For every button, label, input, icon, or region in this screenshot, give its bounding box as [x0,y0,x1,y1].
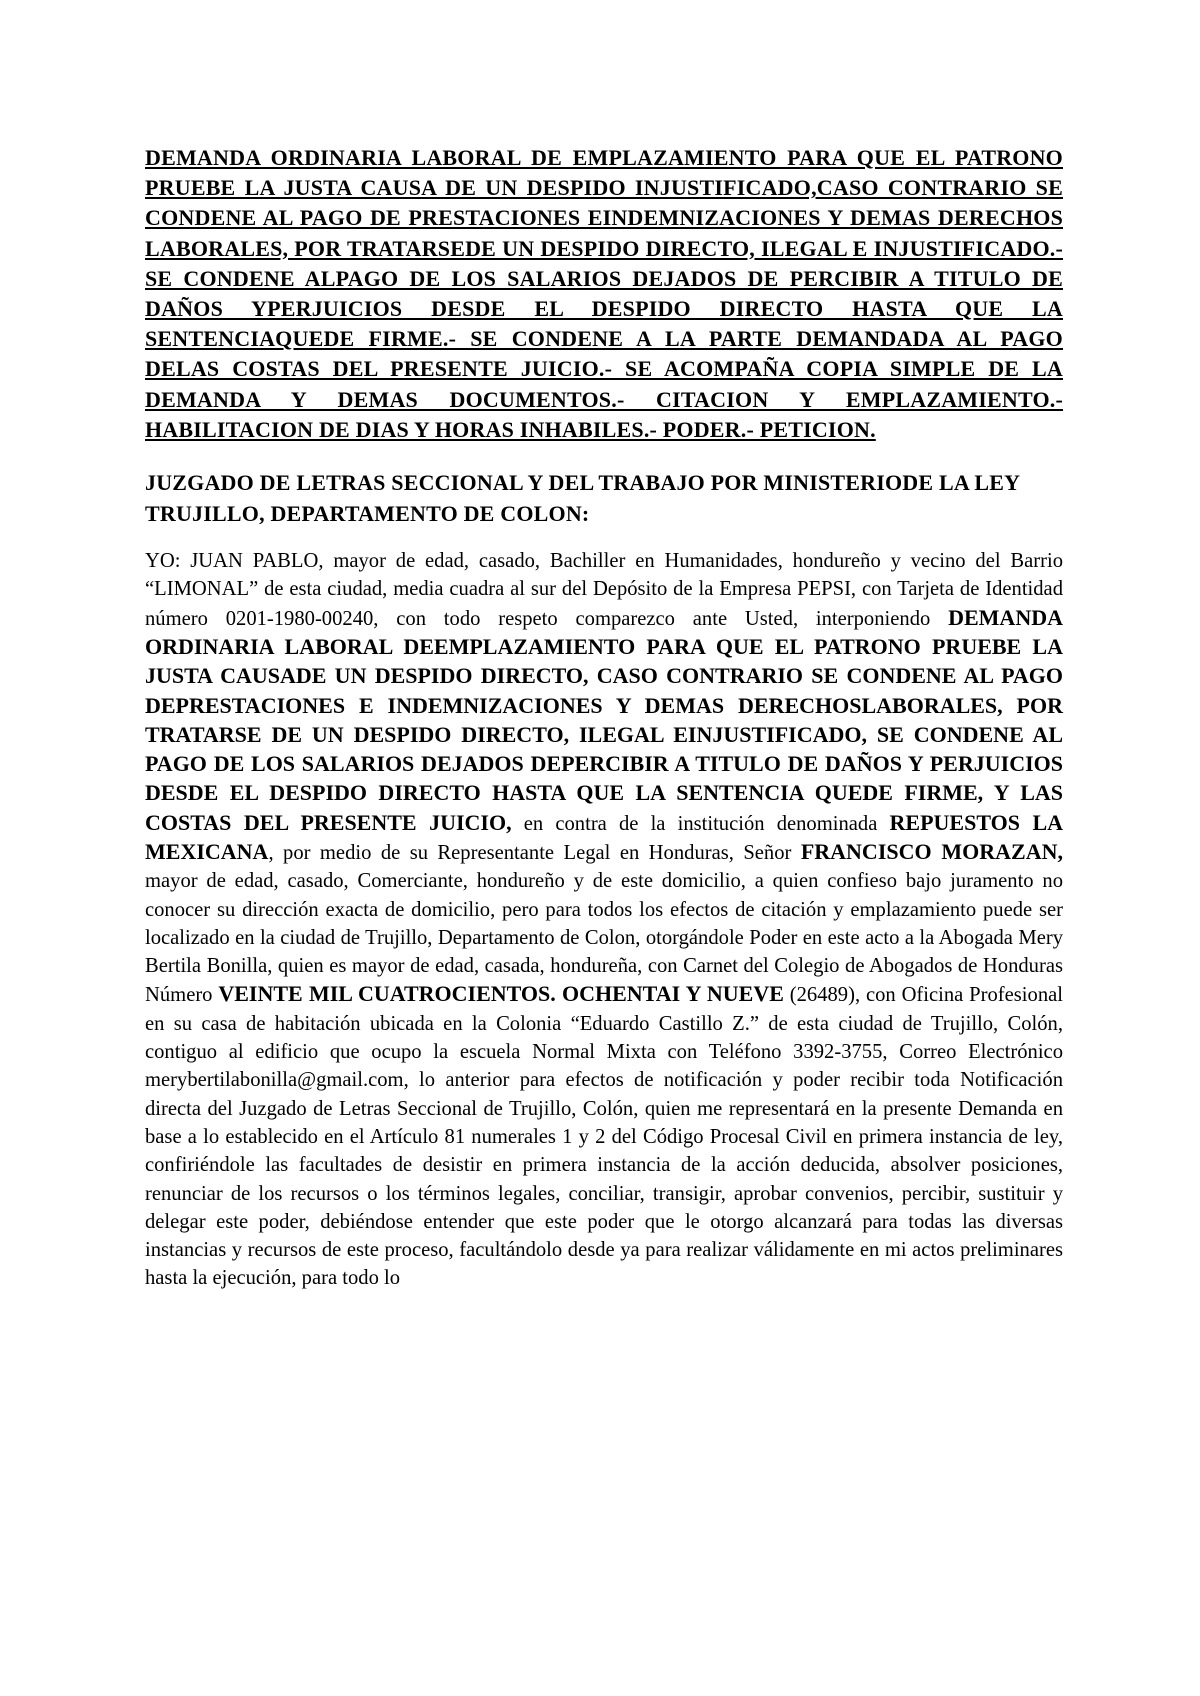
document-title: DEMANDA ORDINARIA LABORAL DE EMPLAZAMIENTO PARA QUE EL PATRONO PRUEBE LA JUSTA CAUSA DE UN DESPIDO INJUSTIFICADO,CASO CONTRARIO SE CONDENE AL PAGO DE PRESTACIONES EINDEMNIZACIONES Y DEMAS DERECHOS LABORALES, POR TRATARSEDE UN DESPIDO DIRECTO, ILEGAL E INJUSTIFICADO.- SE CONDENE ALPAGO DE LOS SALARIOS DEJADOS DE PERCIBIR A TITULO DE DAÑOS YPERJUICIOS DESDE EL DESPIDO DIRECTO HASTA QUE LA SENTENCIAQUEDE FIRME.- SE CONDENE A LA PARTE DEMANDADA AL PAGO DELAS COSTAS DEL PRESENTE JUICIO.- SE ACOMPAÑA COPIA SIMPLE DE LA DEMANDA Y DEMAS DOCUMENTOS.- CITACION Y EMPLAZAMIENTO.-HABILITACION DE DIAS Y HORAS INHABILES.- PODER.- PETICION. [145,145,1063,442]
body-text-4: mayor de edad, casado, Comerciante, hondureño y de este domicilio, a quien confieso bajo juramento no conocer su dirección exacta de domicilio, pero para todos los efectos de citación y emplazamiento puede ser localizado en la ciudad de Trujillo, Departamento de Colon, otorgándole Poder en este acto a la Abogada Mery Bertila Bonilla, quien es mayor de edad, casada, hondureña, con Carnet del Colegio de Abogados de Honduras Número [145,870,1063,1007]
body-text-5: (26489), con Oficina Profesional en su casa de habitación ubicada en la Colonia “Eduardo Castillo Z.” de esta ciudad de Trujillo, Colón, contiguo al edificio que ocupo la escuela Normal Mixta con Teléfono 3392-3755, Correo Electrónico merybertilabonilla@gmail.com, lo anterior para efectos de notificación y poder recibir toda Notificación directa del Juzgado de Letras Seccional de Trujillo, Colón, quien me representará en la presente Demanda en base a lo establecido en el Artículo 81 numerales 1 y 2 del Código Procesal Civil en primera instancia de ley, confiriéndole las facultades de desistir en primera instancia de la acción deducida, absolver posiciones, renunciar de los recursos o los términos legales, conciliar, transigir, aprobar convenios, percibir, sustituir y delegar este poder, debiéndose entender que este poder que le otorgo alcanzará para todas las diversas instancias y recursos de este proceso, facultándolo desde ya para realizar válidamente en mi actos preliminares hasta la ejecución, para todo lo [145,984,1063,1290]
body-bold-company: REPUESTOS LA MEXICANA [145,809,1064,864]
court-heading: JUZGADO DE LETRAS SECCIONAL Y DEL TRABAJO POR MINISTERIODE LA LEY TRUJILLO, DEPARTAMENTO DE COLON: [145,470,1020,526]
body-bold-representative: FRANCISCO MORAZAN, [800,839,1063,864]
body-bold-license-number: VEINTE MIL CUATROCIENTOS. OCHENTAI Y NUEVE [218,981,784,1007]
body-bold-claim: DEMANDA ORDINARIA LABORAL DEEMPLAZAMIENTO PARA QUE EL PATRONO PRUEBE LA JUSTA CAUSADE UN DESPIDO DIRECTO, CASO CONTRARIO SE CONDENE AL PAGO DEPRESTACIONES E INDEMNIZACIONES Y DEMAS DERECHOSLABORALES, POR TRATARSE DE UN DESPIDO DIRECTO, ILEGAL EINJUSTIFICADO, SE CONDENE AL PAGO DE LOS SALARIOS DEJADOS DEPERCIBIR A TITULO DE DAÑOS Y PERJUICIOS DESDE EL DESPIDO DIRECTO HASTA QUE LA SENTENCIA QUEDE FIRME, Y LAS COSTAS DEL PRESENTE JUICIO, [145,604,1063,835]
body-text-2: en contra de la institución denominada [511,812,890,835]
document-page [145,143,1063,1293]
body-paragraph [145,547,1063,1293]
body-text-1: YO: JUAN PABLO, mayor de edad, casado, Bachiller en Humanidades, hondureño y vecino del Barrio “LIMONAL” de esta ciudad, media cuadra al sur del Depósito de la Empresa PEPSI, con Tarjeta de Identidad número 0201-1980-00240, con todo respeto comparezco ante Usted, interponiendo [145,550,1063,630]
body-text-3: , por medio de su Representante Legal en Honduras, Señor [268,842,801,864]
